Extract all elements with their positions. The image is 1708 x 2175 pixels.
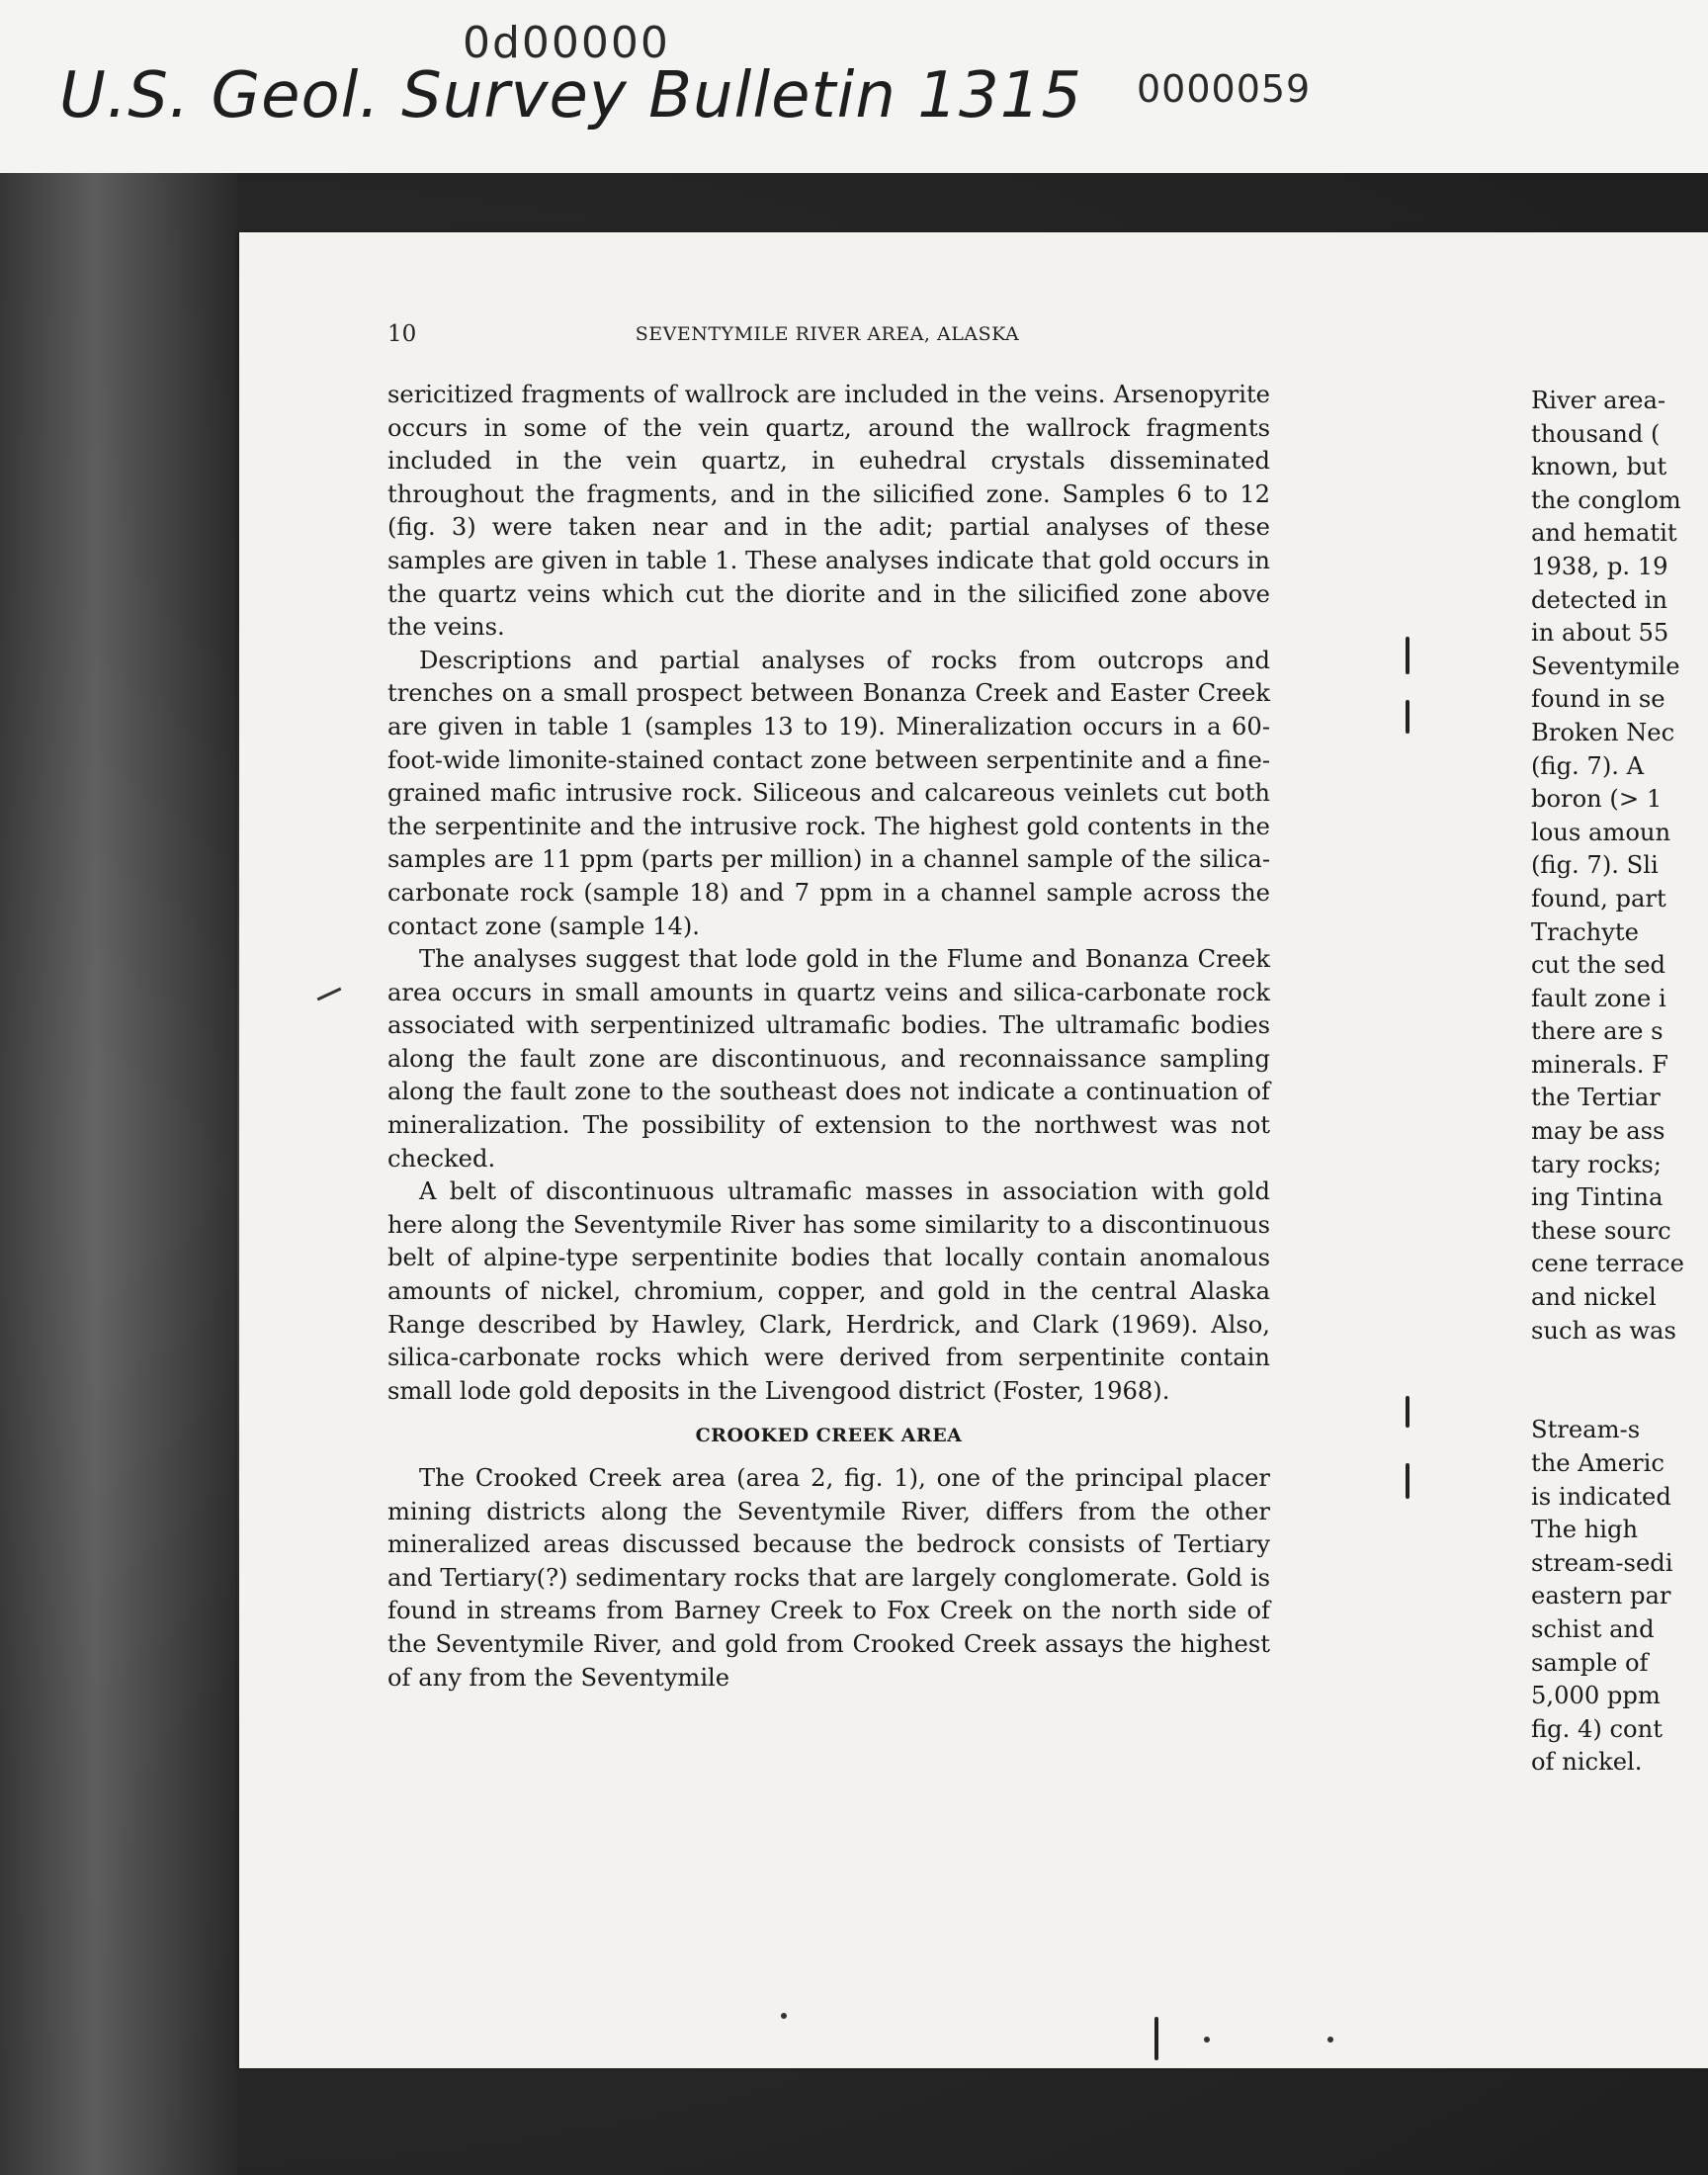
paragraph: Descriptions and partial analyses of rocks from outcrops and trenches on a small prospect between Bonanza Creek and Easter Creek are given in table 1 (samples 13 to 19). Mineralization occurs in a 60-foot-wide limonite-stained contact zone between serpentinite and a fine-grained mafic intrusive rock. Siliceous and calcareous veinlets cut both the serpentinite and the intrusive rock. The highest gold contents in the samples are 11 ppm (parts per million) in a channel sample of the silica-carbonate rock (sample 18) and 7 ppm in a channel sample across the contact zone (sample 14). bbox=[387, 646, 1270, 940]
paragraph: sericitized fragments of wallrock are included in the veins. Arsenopyrite occurs in some of the vein quartz, around the wallrock fragments included in the vein quartz, in euhedral crystals disseminated throughout the fragments, and in the silicified zone. Samples 6 to 12 (fig. 3) were taken near and in the adit; partial analyses of these samples are given in table 1. These analyses indicate that gold occurs in the quartz veins which cut the diorite and in the silicified zone above the veins. bbox=[387, 381, 1270, 642]
adjacent-page-line: ing Tintina bbox=[1531, 1183, 1664, 1212]
adjacent-page-line: such as was bbox=[1531, 1316, 1676, 1345]
adjacent-page-line: fault zone i bbox=[1531, 984, 1666, 1012]
main-text-column bbox=[387, 379, 1270, 1695]
adjacent-page-line: (fig. 7). Sli bbox=[1531, 851, 1659, 880]
adjacent-page-line: cene terrace bbox=[1531, 1250, 1684, 1278]
adjacent-page-line: is indicated bbox=[1531, 1482, 1671, 1511]
adjacent-page-line bbox=[1531, 1348, 1708, 1381]
adjacent-page-column bbox=[1531, 385, 1708, 1808]
adjacent-page-line: lous amoun bbox=[1531, 818, 1671, 846]
adjacent-page-line: 5,000 ppm bbox=[1531, 1682, 1661, 1710]
adjacent-page-line: of nickel. bbox=[1531, 1748, 1643, 1777]
adjacent-page-line: schist and bbox=[1531, 1614, 1655, 1643]
paragraph: The analyses suggest that lode gold in the Flume and Bonanza Creek area occurs in small amounts in quartz veins and silica-carbonate rock associated with serpentinized ultramafic bodies. The ultramafic bodies along the fault zone are discontinuous, and reconnaissance sampling along the fault zone to the southeast does not indicate a continuation of mineralization. The possibility of extension to the northwest was not checked. bbox=[387, 945, 1270, 1173]
adjacent-page-line: and hematit bbox=[1531, 519, 1677, 548]
adjacent-page-line: (fig. 7). A bbox=[1531, 751, 1645, 780]
section-heading: CROOKED CREEK AREA bbox=[695, 1425, 963, 1447]
adjacent-page-line bbox=[1531, 1381, 1708, 1415]
adjacent-page-line: eastern par bbox=[1531, 1582, 1671, 1610]
handwritten-number-top: 0d00000 bbox=[463, 18, 670, 68]
adjacent-page-line: Seventymile bbox=[1531, 652, 1680, 680]
adjacent-page-line: detected in bbox=[1531, 585, 1667, 614]
adjacent-page-line: the conglom bbox=[1531, 485, 1681, 514]
adjacent-page-line: 1938, p. 19 bbox=[1531, 552, 1668, 580]
scan-mark bbox=[1406, 700, 1409, 734]
page-header bbox=[387, 321, 1267, 351]
adjacent-page-line: found, part bbox=[1531, 884, 1666, 913]
adjacent-page-line: Trachyte bbox=[1531, 917, 1639, 946]
handwritten-number-right: 0000059 bbox=[1137, 67, 1312, 111]
adjacent-page-line: known, but bbox=[1531, 453, 1667, 481]
adjacent-page-line: thousand ( bbox=[1531, 419, 1661, 448]
adjacent-page-line: minerals. F bbox=[1531, 1050, 1668, 1079]
adjacent-page-line: in about 55 bbox=[1531, 619, 1669, 648]
adjacent-page-line: the Tertiar bbox=[1531, 1084, 1661, 1112]
running-head: SEVENTYMILE RIVER AREA, ALASKA bbox=[635, 323, 1020, 345]
adjacent-page-line: and nickel bbox=[1531, 1283, 1657, 1312]
adjacent-page-line: The high bbox=[1531, 1516, 1639, 1544]
adjacent-page-line: sample of bbox=[1531, 1648, 1649, 1677]
adjacent-page-line: there are s bbox=[1531, 1017, 1664, 1046]
scan-mark bbox=[1406, 1396, 1409, 1428]
scan-speck bbox=[781, 2013, 787, 2019]
scanner-left-band bbox=[0, 173, 237, 2175]
scan-speck bbox=[1327, 2037, 1333, 2043]
adjacent-page-line: Stream-s bbox=[1531, 1416, 1641, 1444]
paragraph: The Crooked Creek area (area 2, fig. 1), one of the principal placer mining districts along the Seventymile River, differs from the other mineralized areas discussed because the bedrock consists of Tertiary and Tertiary(?) sedimentary rocks that are largely conglomerate. Gold is found in streams from Barney Creek to Fox Creek on the north side of the Seventymile River, and gold from Crooked Creek assays the highest of any from the Seventymile bbox=[387, 1464, 1270, 1692]
page-number: 10 bbox=[387, 321, 417, 347]
adjacent-page-line: found in se bbox=[1531, 685, 1665, 714]
adjacent-page-line: Broken Nec bbox=[1531, 718, 1675, 746]
adjacent-page-line: tary rocks; bbox=[1531, 1150, 1662, 1178]
scan-mark bbox=[1154, 2017, 1158, 2060]
adjacent-page-line: fig. 4) cont bbox=[1531, 1714, 1663, 1743]
adjacent-page-line: boron (> 1 bbox=[1531, 785, 1663, 814]
scan-mark bbox=[1406, 1463, 1409, 1499]
adjacent-page-line: cut the sed bbox=[1531, 951, 1666, 980]
scan-mark bbox=[1406, 637, 1409, 674]
handwritten-title: U.S. Geol. Survey Bulletin 1315 bbox=[59, 59, 1083, 132]
adjacent-page-line: the Americ bbox=[1531, 1449, 1665, 1477]
scan-speck bbox=[1204, 2037, 1210, 2043]
adjacent-page-line: may be ass bbox=[1531, 1117, 1665, 1146]
adjacent-page-line: these sourc bbox=[1531, 1216, 1671, 1245]
adjacent-page-line: River area- bbox=[1531, 387, 1666, 414]
adjacent-page-line: stream-sedi bbox=[1531, 1548, 1673, 1577]
top-margin-strip bbox=[0, 0, 1708, 173]
paragraph: A belt of discontinuous ultramafic masses in association with gold here along the Seventymile River has some similarity to a discontinuous belt of alpine-type serpentinite bodies that locally contain anomalous amounts of nickel, chromium, copper, and gold in the central Alaska Range described by Hawley, Clark, Herdrick, and Clark (1969). Also, silica-carbonate rocks which were derived from serpentinite contain small lode gold deposits in the Livengood district (Foster, 1968). bbox=[387, 1177, 1270, 1405]
